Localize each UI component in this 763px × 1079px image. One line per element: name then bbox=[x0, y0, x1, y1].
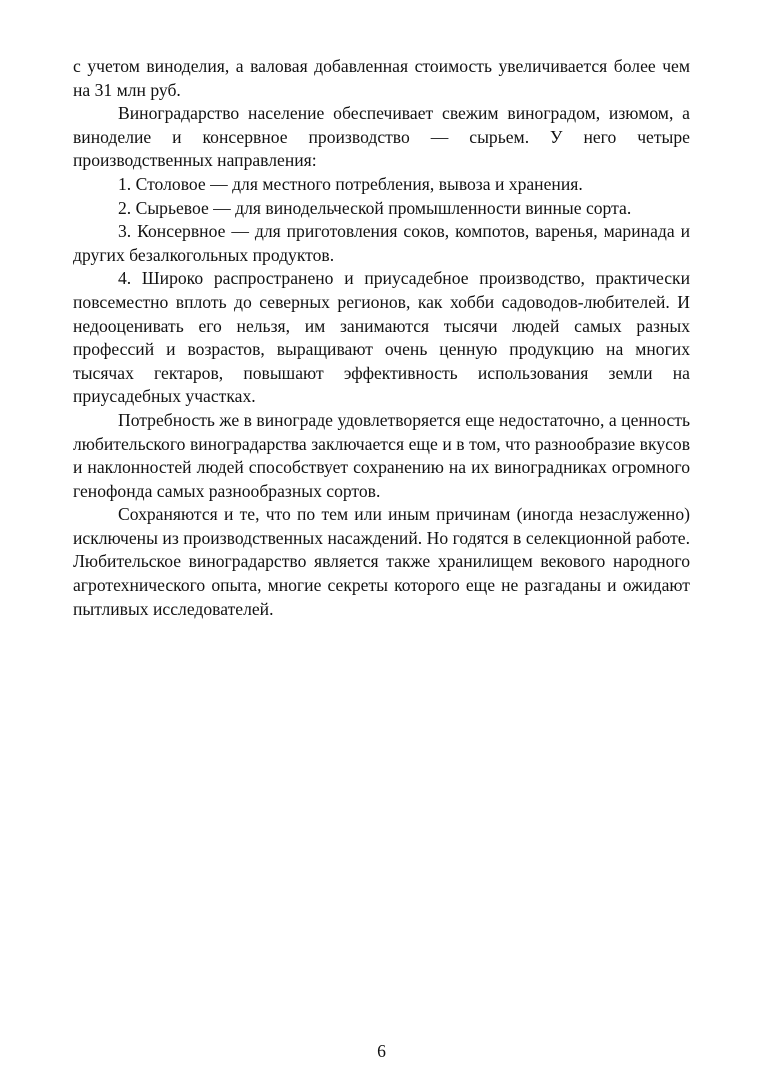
paragraph-continuation: с учетом виноделия, а валовая добавленная стоимость увеличивается более чем на 31 млн руб. bbox=[73, 56, 690, 100]
page-number: 6 bbox=[377, 1041, 386, 1061]
paragraph-viticulture-intro: Виноградарство население обеспечивает свежим виноградом, изюмом, а виноделие и консервное производство — сырьем. У него четыре производственных направления: bbox=[73, 103, 690, 171]
list-item-table-grapes: 1. Столовое — для местного потребления, вывоза и хранения. bbox=[118, 173, 583, 194]
list-item-raw-material: 2. Сырьевое — для винодельческой промышленности винные сорта. bbox=[118, 197, 632, 218]
list-item-canning: 3. Консервное — для приготовления соков, компотов, варенья, маринада и других безалкогольных продуктов. bbox=[73, 221, 690, 265]
list-item-household: 4. Широко распространено и приусадебное производство, практически повсеместно вплоть до северных регионов, как хобби садоводов-любителей. И недооценивать его нельзя, им занимаются тысячи людей самых разных профессий и возрастов, выращивают очень ценную продукцию на многих тысячах гектаров, повышают эффективность использования земли на приусадебных участках. bbox=[73, 268, 690, 407]
page-body bbox=[73, 55, 690, 621]
paragraph-preservation: Сохраняются и те, что по тем или иным причинам (иногда незаслуженно) исключены из производственных насаждений. Но годятся в селекционной работе. Любительское виноградарство является также хранилищем векового народного агротехнического опыта, многие секреты которого еще не разгаданы и ожидают пытливых исследователей. bbox=[73, 504, 690, 619]
paragraph-amateur-value: Потребность же в винограде удовлетворяется еще недостаточно, а ценность любительского виноградарства заключается еще и в том, что разнообразие вкусов и наклонностей людей способствует сохранению на их виноградниках огромного генофонда самых разнообразных сортов. bbox=[73, 409, 690, 501]
